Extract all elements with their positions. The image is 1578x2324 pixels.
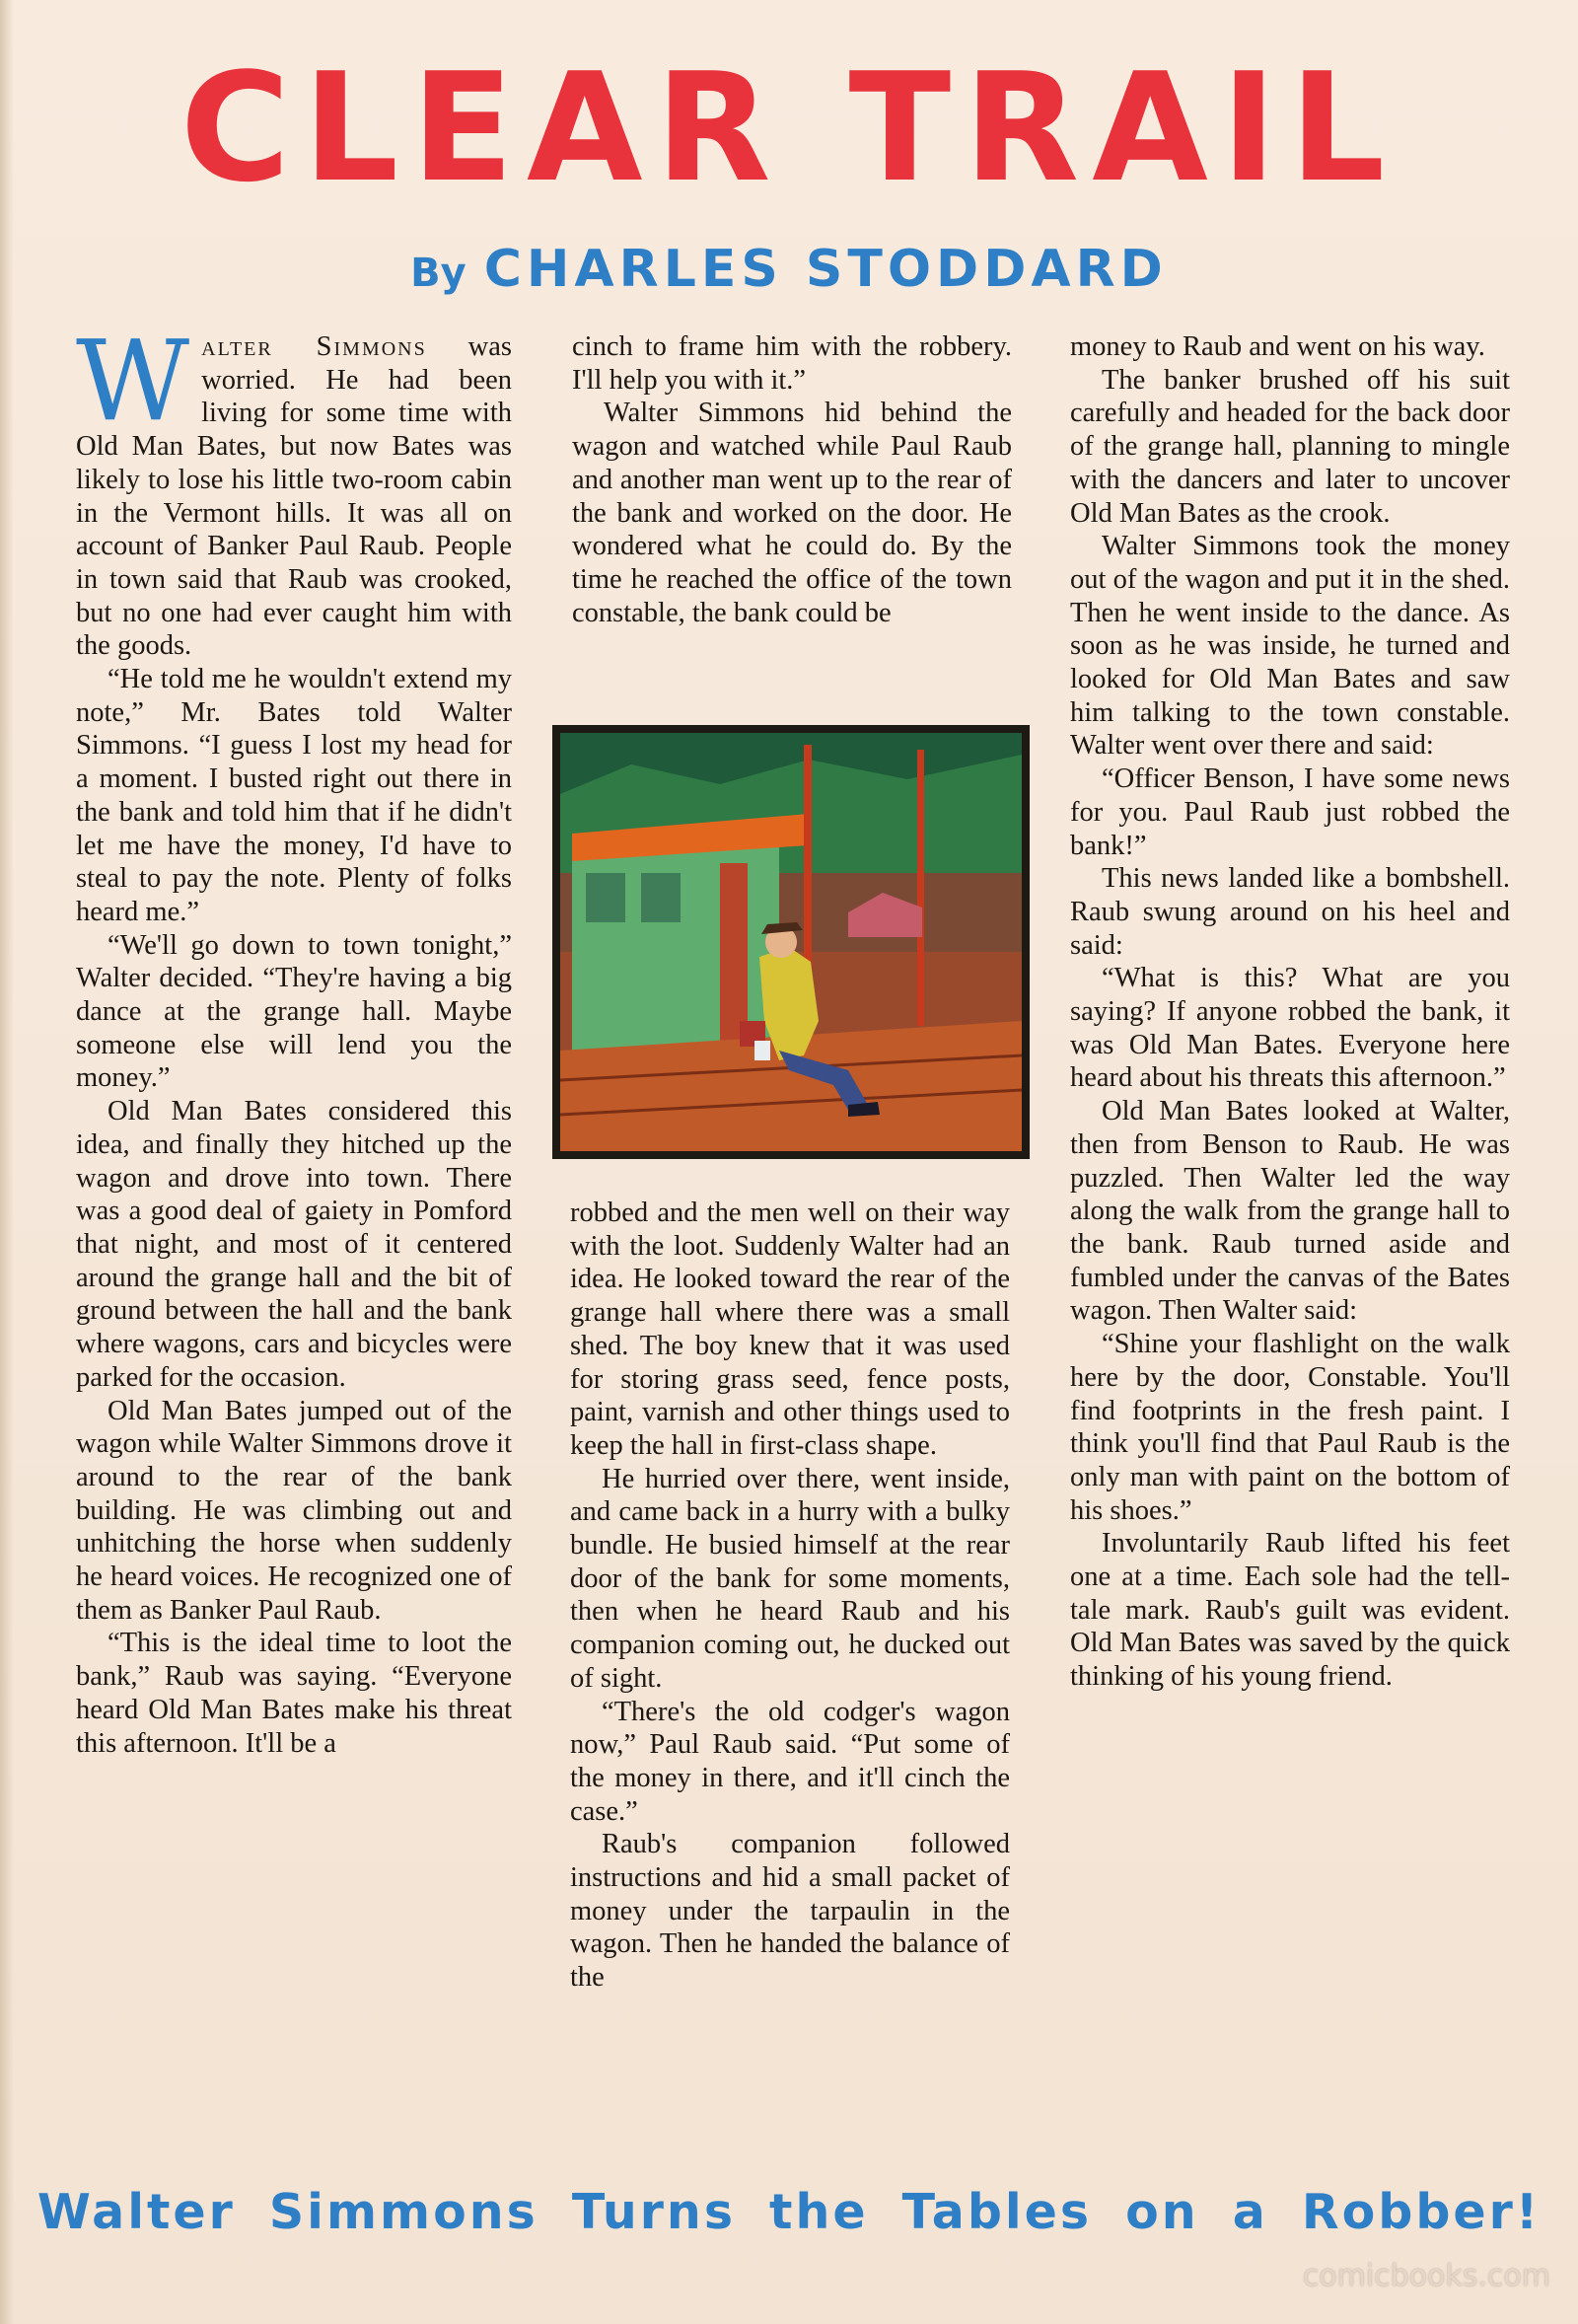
paragraph: money to Raub and went on his way. (1070, 331, 1485, 362)
paragraph: “This is the ideal time to loot the bank,” Raub was saying. “Everyone heard Old Man Bates make his threat this afternoon. It'll be a (76, 1628, 512, 1759)
page-edge-shadow (0, 0, 14, 2324)
paragraph: “Shine your flashlight on the walk here by the door, Constable. You'll find footprints in the fresh paint. I think you'll find that Paul Raub is the only man with paint on the bottom of his shoes.” (1070, 1329, 1510, 1526)
text-column-2-top (572, 330, 1012, 629)
paragraph: Raub's companion followed instructions and hid a small packet of money under the tarpaulin in the wagon. Then he handed the balance of the (570, 1829, 1010, 1994)
post-right (917, 750, 924, 1026)
paragraph: robbed and the men well on their way with the loot. Suddenly Walter had an idea. He looked toward the rear of the grange hall where there was a small shed. The boy knew that it was used for storing grass seed, fence posts, paint, varnish and other things used to keep the hall in first-class shape. (570, 1198, 1010, 1461)
paragraph: Walter Simmons took the money out of the wagon and put it in the shed. Then he went inside to the dance. As soon as he was inside, he turned and looked for Old Man Bates and saw him talking to the town constable. Walter went over there and said: (1070, 531, 1510, 762)
paragraph: “He told me he wouldn't extend my note,” Mr. Bates told Walter Simmons. “I guess I lost my head for a moment. I busted right out there in the bank and told him that if he didn't let me have the money, I'd have to steal to pay the note. Plenty of folks heard me.” (76, 664, 512, 927)
paragraph: “We'll go down to town tonight,” Walter decided. “They're having a big dance at the grange hall. Maybe someone else will lend you the money.” (76, 929, 512, 1094)
drop-cap: W (76, 318, 190, 446)
paragraph: Old Man Bates considered this idea, and finally they hitched up the wagon and drove into town. There was a good deal of gaiety in Pomford that night, and most of it centered around the grange hall and the bit of ground between the hall and the bank where wagons, cars and bicycles were parked for the occasion. (76, 1096, 512, 1393)
author-name: CHARLES STODDARD (483, 240, 1168, 299)
text-column-1 (76, 318, 513, 1760)
byline (0, 235, 1578, 316)
site-watermark: comicbooks.com (1302, 2259, 1550, 2293)
text-column-2-bottom (570, 1197, 1010, 1995)
paragraph: cinch to frame him with the robbery. I'll help you with it.” (572, 331, 1012, 396)
paint-brush (754, 1041, 770, 1060)
paragraph: He hurried over there, went inside, and came back in a hurry with a bulky bundle. He busied himself at the rear door of the bank for some moments, then when he heard Raub and his companion coming out, he ducked out of sight. (570, 1463, 1010, 1694)
paragraph: Involuntarily Raub lifted his feet one at a time. Each sole had the tell-tale mark. Raub's guilt was evident. Old Man Bates was saved by the quick thinking of his young friend. (1070, 1528, 1510, 1693)
text-column-3 (1070, 330, 1510, 1694)
window-2 (641, 873, 681, 922)
story-illustration (552, 725, 1030, 1159)
byline-prefix: By (410, 251, 466, 296)
paragraph: “There's the old codger's wagon now,” Paul Raub said. “Put some of the money in there, and it'll cinch the case.” (570, 1696, 1010, 1827)
bank-wall (572, 838, 779, 1051)
window-1 (586, 873, 625, 922)
paragraph: Walter Simmons hid behind the wagon and watched while Paul Raub and another man went up to the rear of the bank and worked on the door. He wondered what he could do. By the time he reached the office of the town constable, the bank could be (572, 398, 1012, 628)
porch-post (720, 863, 748, 1046)
paragraph: The banker brushed off his suit carefully and headed for the back door of the grange hall, planning to mingle with the dancers and later to uncover Old Man Bates as the crook. (1070, 364, 1510, 529)
paragraph: Old Man Bates jumped out of the wagon while Walter Simmons drove it around to the rear of the bank building. He was climbing out and unhitching the horse when suddenly he heard voices. He recognized one of them as Banker Paul Raub. (76, 1395, 512, 1626)
paragraph: “Officer Benson, I have some news for you. Paul Raub just robbed the bank!” (1070, 763, 1510, 861)
paragraph: This news landed like a bombshell. Raub swung around on his heel and said: (1070, 863, 1510, 961)
story-tagline: Walter Simmons Turns the Tables on a Robber! (36, 2184, 1542, 2240)
paragraph: “What is this? What are you saying? If anyone robbed the bank, it was Old Man Bates. Everyone here heard about his threats this afternoon.” (1070, 963, 1510, 1094)
lead-name: alter Simmons (201, 331, 427, 362)
story-title: CLEAR TRAIL (179, 40, 1399, 215)
paragraph-text: was worried. He had been living for some time with Old Man Bates, but now Bates was likely to lose his little two-room cabin in the Vermont hills. It was all on account of Banker Paul Raub. People in town said that Raub was crooked, but no one had ever caught him with the goods. (76, 331, 513, 662)
paragraph (76, 318, 513, 663)
paragraph: Old Man Bates looked at Walter, then from Benson to Raub. He was puzzled. Then Walter led the way along the walk from the grange hall to the bank. Raub turned aside and fumbled under the canvas of the Bates wagon. Then Walter said: (1070, 1096, 1510, 1327)
